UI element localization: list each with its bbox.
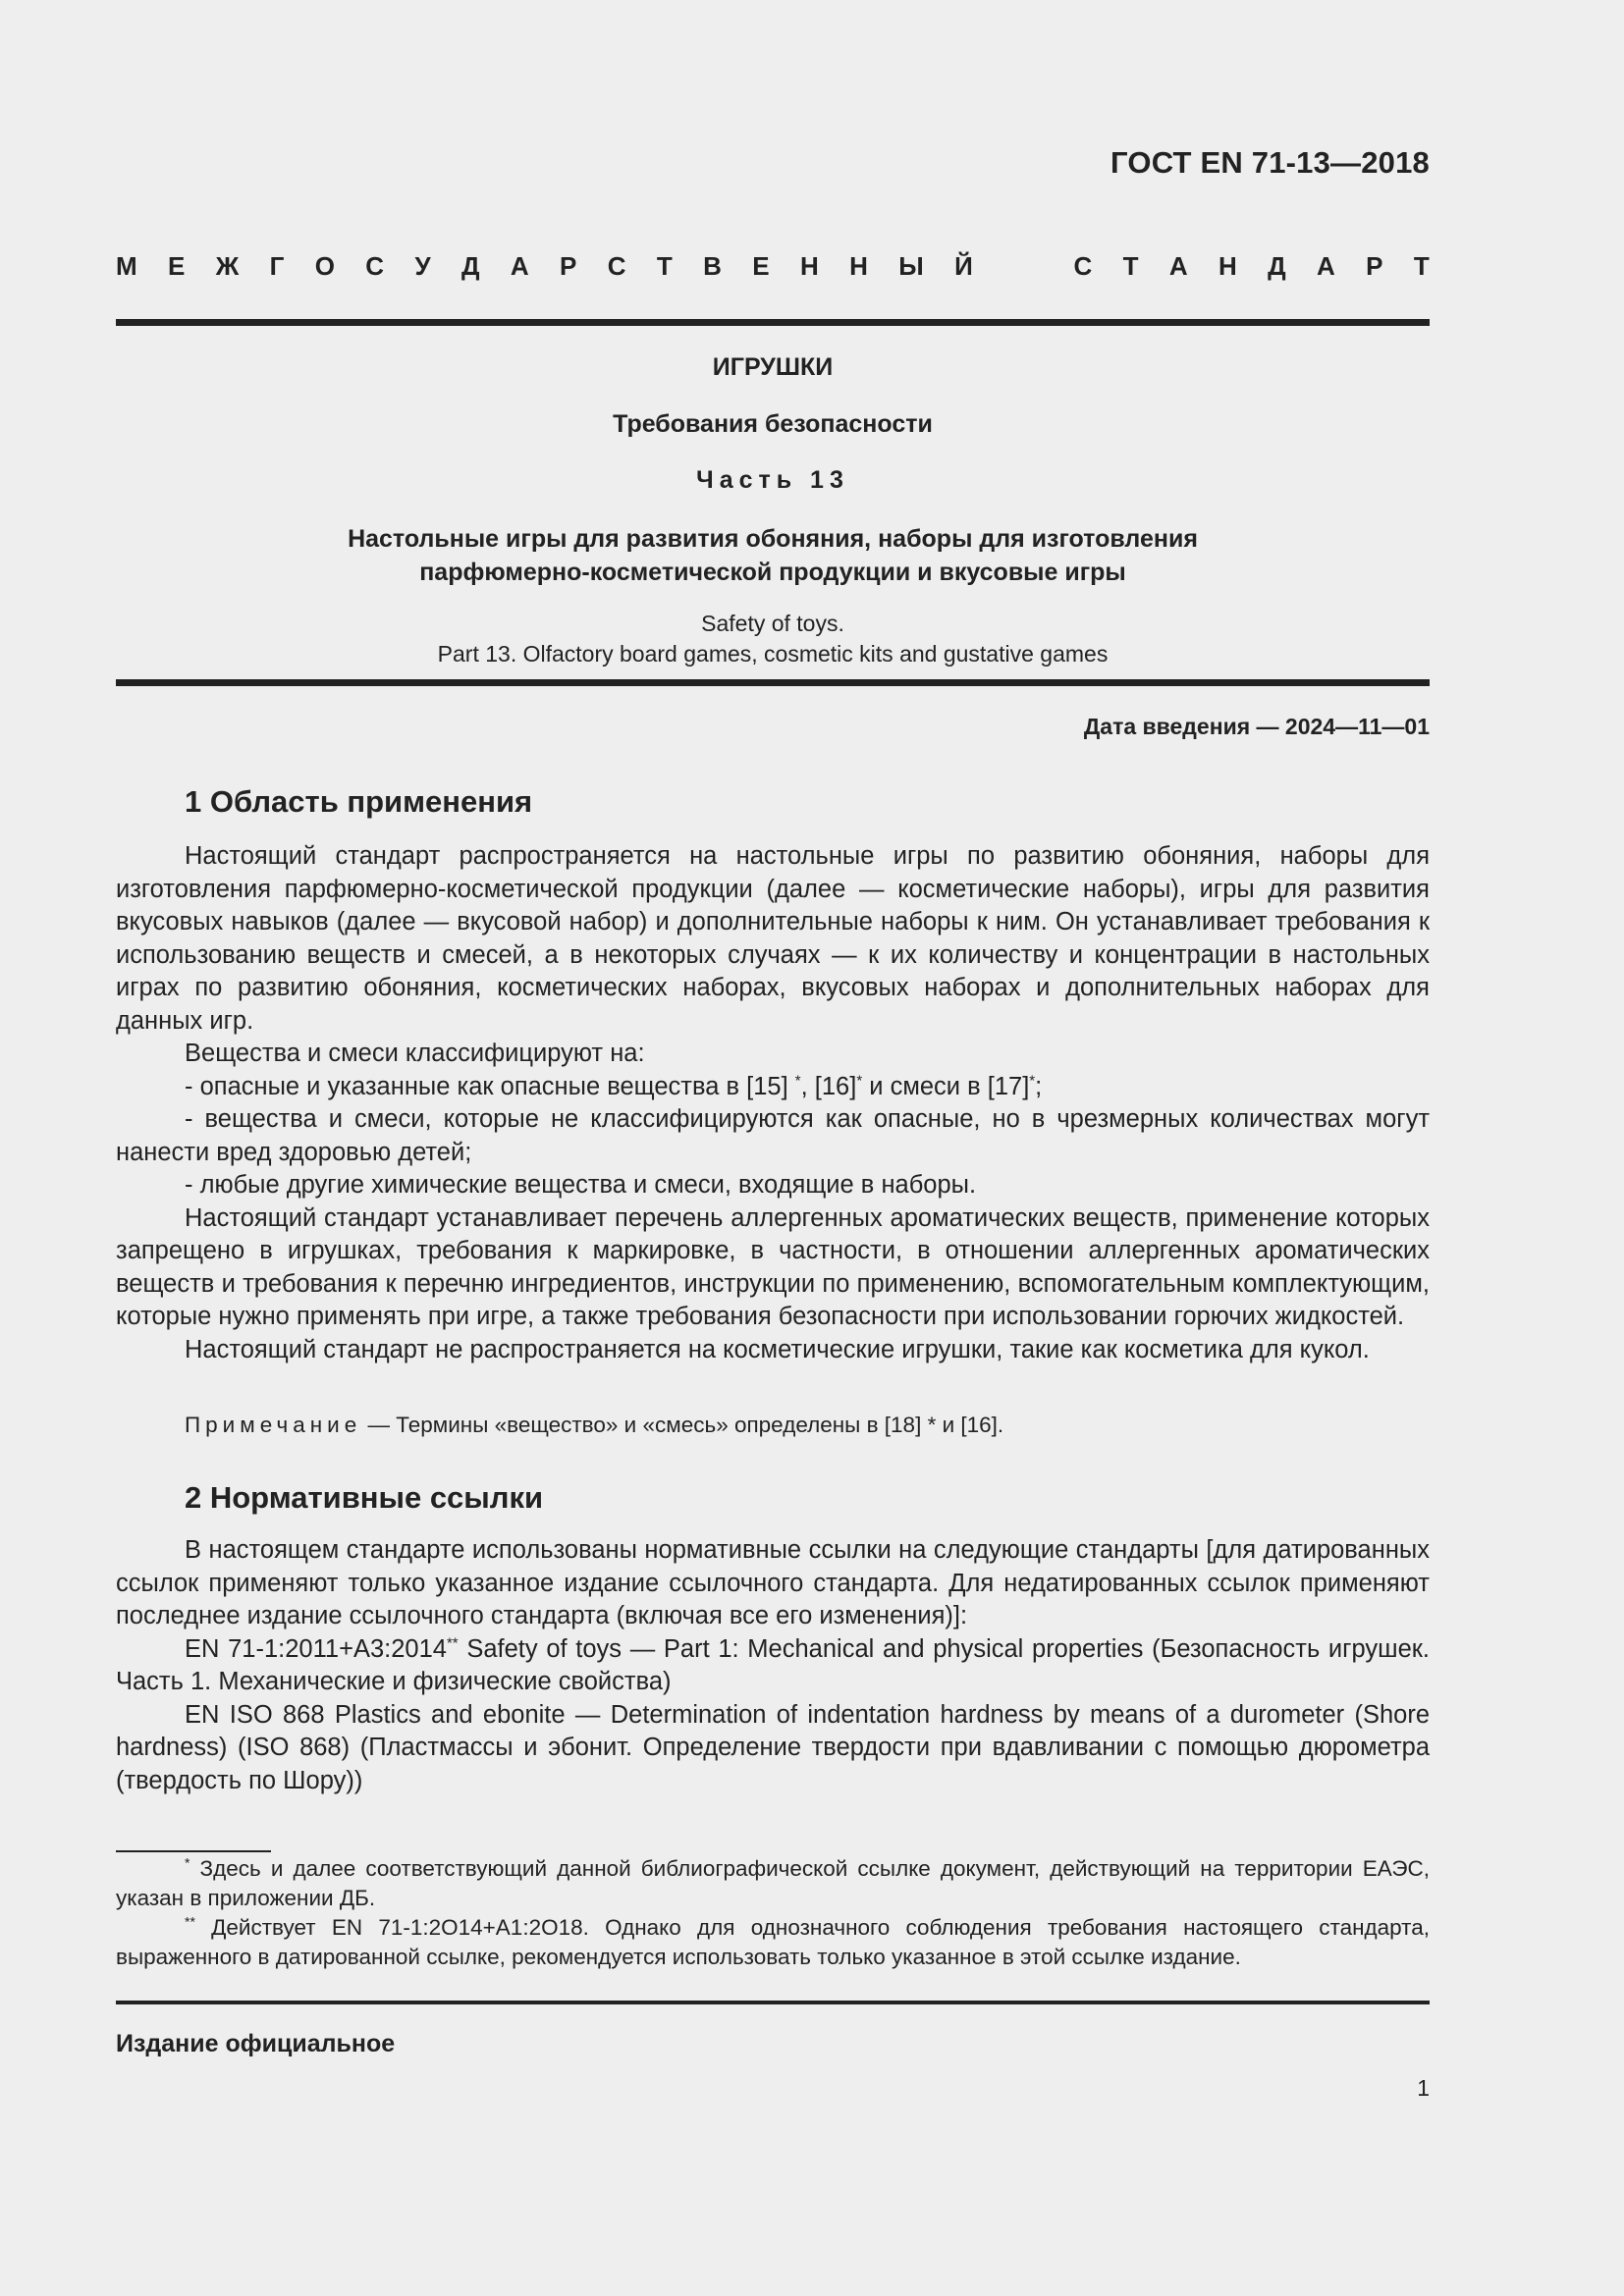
heading-letter: Р xyxy=(560,251,577,281)
note-text: — Термины «вещество» и «смесь» определены в [18] * и [16]. xyxy=(361,1413,1004,1437)
normative-reference: EN ISO 868 Plastics and ebonite — Determination of indentation hardness by means of a durometer (Shore hardness) (ISO 868) (Пластмассы и эбонит. Определение твердости при вдавливании с помощью дюрометра (твердость по Шору)) xyxy=(116,1700,1430,1794)
word-gap xyxy=(1003,251,1043,282)
english-title-line-2: Part 13. Olfactory board games, cosmetic kits and gustative games xyxy=(437,641,1109,667)
official-edition-label: Издание официальное xyxy=(116,2030,396,2057)
footnote: * Здесь и далее соответствующий данной библиографической ссылке документ, действующий на территории ЕАЭС, указан в приложении ДБ. xyxy=(116,1854,1430,1910)
heading-letter: Е xyxy=(168,251,186,281)
page-number: 1 xyxy=(1417,2075,1430,2101)
footnote-mark: * xyxy=(794,1072,801,1089)
footnote-mark: * xyxy=(185,1854,190,1871)
title-top-rule xyxy=(116,319,1430,326)
footnote-mark: * xyxy=(856,1072,863,1089)
list-item: - вещества и смеси, которые не классифицируются как опасные, но в чрезмерных количествах могут нанести вред здоровью детей; xyxy=(116,1105,1430,1166)
heading-letter: У xyxy=(414,251,431,281)
heading-letter: С xyxy=(607,251,626,281)
heading-letter: Т xyxy=(656,251,673,281)
section-1-paragraph: Настоящий стандарт не распространяется на косметические игрушки, такие как косметика для кукол. xyxy=(185,1335,1370,1363)
footnotes xyxy=(116,1854,1430,1972)
footer-rule xyxy=(116,2001,1430,2004)
section-1-note xyxy=(185,1411,1430,1440)
heading-letter: Н xyxy=(849,251,868,281)
heading-letter: А xyxy=(1168,251,1188,281)
english-title-line-1: Safety of toys. xyxy=(701,611,844,636)
section-2-paragraph: В настоящем стандарте использованы нормативные ссылки на следующие стандарты [для датированных ссылок применяют только указанное издание ссылочного стандарта. Для недатированных ссылок применяют последнее издание ссылочного стандарта (включая все его изменения)]: xyxy=(116,1536,1430,1629)
standard-part: Часть 13 xyxy=(696,466,849,494)
english-title xyxy=(116,609,1430,669)
section-2-heading: 2 Нормативные ссылки xyxy=(185,1480,544,1515)
normative-reference: EN 71-1:2011+A3:2014** Safety of toys — Part 1: Mechanical and physical properties (Безопасность игрушек. Часть 1. Механические и физические свойства) xyxy=(116,1634,1430,1695)
heading-letter: Ы xyxy=(898,251,924,281)
footnote-mark: ** xyxy=(185,1913,195,1930)
heading-letter: Д xyxy=(1268,251,1286,281)
heading-letter: А xyxy=(510,251,529,281)
heading-letter: Р xyxy=(1366,251,1383,281)
footnote-mark: * xyxy=(1029,1072,1036,1089)
heading-letter: О xyxy=(314,251,335,281)
footnote-separator xyxy=(116,1850,271,1852)
heading-letter: Й xyxy=(954,251,973,281)
heading-letter: Т xyxy=(1413,251,1430,281)
note-label: Примечание xyxy=(185,1413,362,1437)
full-title-line-1: Настольные игры для развития обоняния, наборы для изготовления xyxy=(348,525,1198,553)
interstate-standard-heading xyxy=(116,251,1430,282)
heading-letter: В xyxy=(703,251,722,281)
section-2-body xyxy=(116,1534,1430,1797)
title-bottom-rule xyxy=(116,679,1430,686)
heading-letter: Ж xyxy=(215,251,240,281)
heading-letter: Д xyxy=(460,251,480,281)
heading-letter: Г xyxy=(269,251,285,281)
section-1-body xyxy=(116,840,1430,1366)
heading-letter: М xyxy=(116,251,137,281)
standard-full-title xyxy=(116,522,1430,589)
heading-letter: Т xyxy=(1122,251,1139,281)
section-1-paragraph: Настоящий стандарт устанавливает перечень аллергенных ароматических веществ, применение которых запрещено в игрушках, требования к маркировке, в частности, в отношении аллергенных ароматических веществ и требования к перечню ингредиентов, инструкции по применению, вспомогательным комплектующим, которые нужно применять при игре, а также требования безопасности при использовании горючих жидкостей. xyxy=(116,1203,1430,1330)
section-1-paragraph: Вещества и смеси классифицируют на: xyxy=(185,1040,645,1067)
section-1-paragraph: Настоящий стандарт распространяется на настольные игры по развитию обоняния, наборы для изготовления парфюмерно-косметической продукции (далее — косметические наборы), игры для развития вкусовых навыков (далее — вкусовой набор) и дополнительные наборы к ним. Он устанавливает требования к использованию веществ и смесей, а в некоторых случаях — к их количеству и концентрации в настольных играх по развитию обоняния, косметических наборах, вкусовых наборах и дополнительных наборах для данных игр. xyxy=(116,842,1430,1035)
section-1-heading: 1 Область применения xyxy=(185,784,533,819)
introduction-date: Дата введения — 2024—11—01 xyxy=(1083,714,1430,739)
standard-title: ИГРУШКИ xyxy=(712,353,834,381)
full-title-line-2: парфюмерно-косметической продукции и вкусовые игры xyxy=(419,559,1126,586)
heading-letter: Н xyxy=(1218,251,1237,281)
heading-letter: Н xyxy=(799,251,819,281)
heading-letter: Е xyxy=(752,251,770,281)
list-item: - любые другие химические вещества и смеси, входящие в наборы. xyxy=(185,1171,977,1199)
footnote-mark: ** xyxy=(446,1634,459,1651)
list-item: - опасные и указанные как опасные вещества в [15] *, [16]* и смеси в [17]*; xyxy=(185,1072,1043,1100)
heading-letter: С xyxy=(365,251,385,281)
heading-letter: А xyxy=(1317,251,1335,281)
heading-letter: С xyxy=(1073,251,1093,281)
standard-subtitle: Требования безопасности xyxy=(613,410,933,438)
gost-number: ГОСТ EN 71-13—2018 xyxy=(1110,145,1430,180)
footnote: ** Действует EN 71-1:2O14+A1:2O18. Однако для однозначного соблюдения требования настоящего стандарта, выраженного в датированной ссылке, рекомендуется использовать только указанное в этой ссылке издание. xyxy=(116,1913,1430,1969)
